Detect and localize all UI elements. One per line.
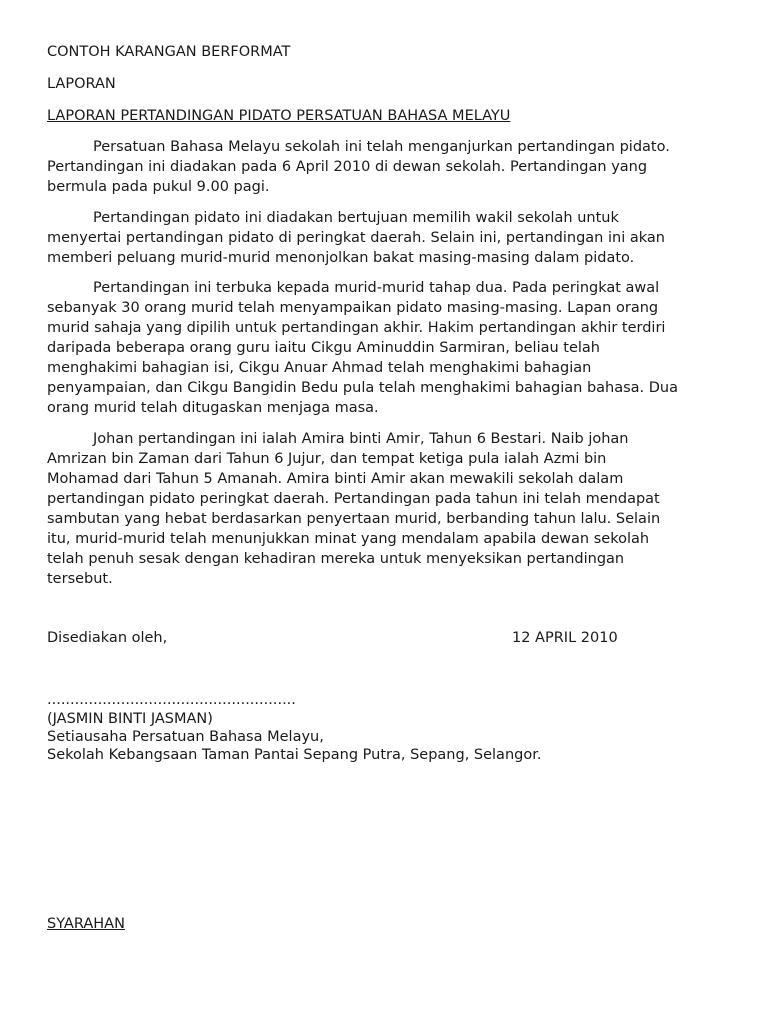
paragraph-line: menghakimi bahagian isi, Cikgu Anuar Ahmad telah menghakimi bahagian [47, 360, 592, 376]
paragraph-line: Mohamad dari Tahun 5 Amanah. Amira binti Amir akan mewakili sekolah dalam [47, 471, 624, 487]
paragraph-line: sebanyak 30 orang murid telah menyampaikan pidato masing-masing. Lapan orang [47, 300, 659, 316]
signer-role: Setiausaha Persatuan Bahasa Melayu, [47, 729, 324, 745]
paragraph-line: bermula pada pukul 9.00 pagi. [47, 179, 270, 195]
next-section-title: SYARAHAN [47, 916, 125, 932]
report-title: LAPORAN PERTANDINGAN PIDATO PERSATUAN BAHASA MELAYU [47, 108, 511, 124]
document-type-label: LAPORAN [47, 76, 116, 92]
paragraph-line: penyampaian, dan Cikgu Bangidin Bedu pula telah menghakimi bahagian bahasa. Dua [47, 380, 679, 396]
paragraph-line: Pertandingan ini terbuka kepada murid-murid tahap dua. Pada peringkat awal [93, 280, 660, 296]
paragraph-line: Pertandingan pidato ini diadakan bertujuan memilih wakil sekolah untuk [93, 210, 619, 226]
paragraph-line: Johan pertandingan ini ialah Amira binti Amir, Tahun 6 Bestari. Naib johan [93, 431, 629, 447]
paragraph-line: Amrizan bin Zaman dari Tahun 6 Jujur, dan tempat ketiga pula ialah Azmi bin [47, 451, 607, 467]
paragraph-4 [47, 429, 727, 589]
paragraph-line: menyertai pertandingan pidato di peringkat daerah. Selain ini, pertandingan ini akan [47, 230, 665, 246]
paragraph-line: orang murid telah ditugaskan menjaga masa. [47, 400, 379, 416]
paragraph-line: murid sahaja yang dipilih untuk pertandingan akhir. Hakim pertandingan akhir terdiri [47, 320, 666, 336]
signer-school: Sekolah Kebangsaan Taman Pantai Sepang Putra, Sepang, Selangor. [47, 747, 542, 763]
paragraph-line: memberi peluang murid-murid menonjolkan bakat masing-masing dalam pidato. [47, 250, 635, 266]
header-title: CONTOH KARANGAN BERFORMAT [47, 44, 291, 60]
paragraph-line: tersebut. [47, 571, 113, 587]
paragraph-line: Persatuan Bahasa Melayu sekolah ini telah menganjurkan pertandingan pidato. [93, 139, 670, 155]
paragraph-line: pertandingan pidato peringkat daerah. Pertandingan pada tahun ini telah mendapat [47, 491, 660, 507]
paragraph-line: daripada beberapa orang guru iaitu Cikgu Aminuddin Sarmiran, beliau telah [47, 340, 600, 356]
report-date: 12 APRIL 2010 [512, 630, 618, 646]
signer-name: (JASMIN BINTI JASMAN) [47, 711, 213, 727]
signature-line: ...................................................... [47, 692, 296, 708]
paragraph-line: itu, murid-murid telah menunjukkan minat yang mendalam apabila dewan sekolah [47, 531, 650, 547]
prepared-by-label: Disediakan oleh, [47, 630, 168, 646]
paragraph-line: Pertandingan ini diadakan pada 6 April 2010 di dewan sekolah. Pertandingan yang [47, 159, 648, 175]
paragraph-line: telah penuh sesak dengan kehadiran mereka untuk menyeksikan pertandingan [47, 551, 625, 567]
paragraph-3 [47, 278, 727, 418]
paragraph-line: sambutan yang hebat berdasarkan penyertaan murid, berbanding tahun lalu. Selain [47, 511, 661, 527]
paragraph-1 [47, 137, 727, 197]
paragraph-2 [47, 208, 727, 268]
